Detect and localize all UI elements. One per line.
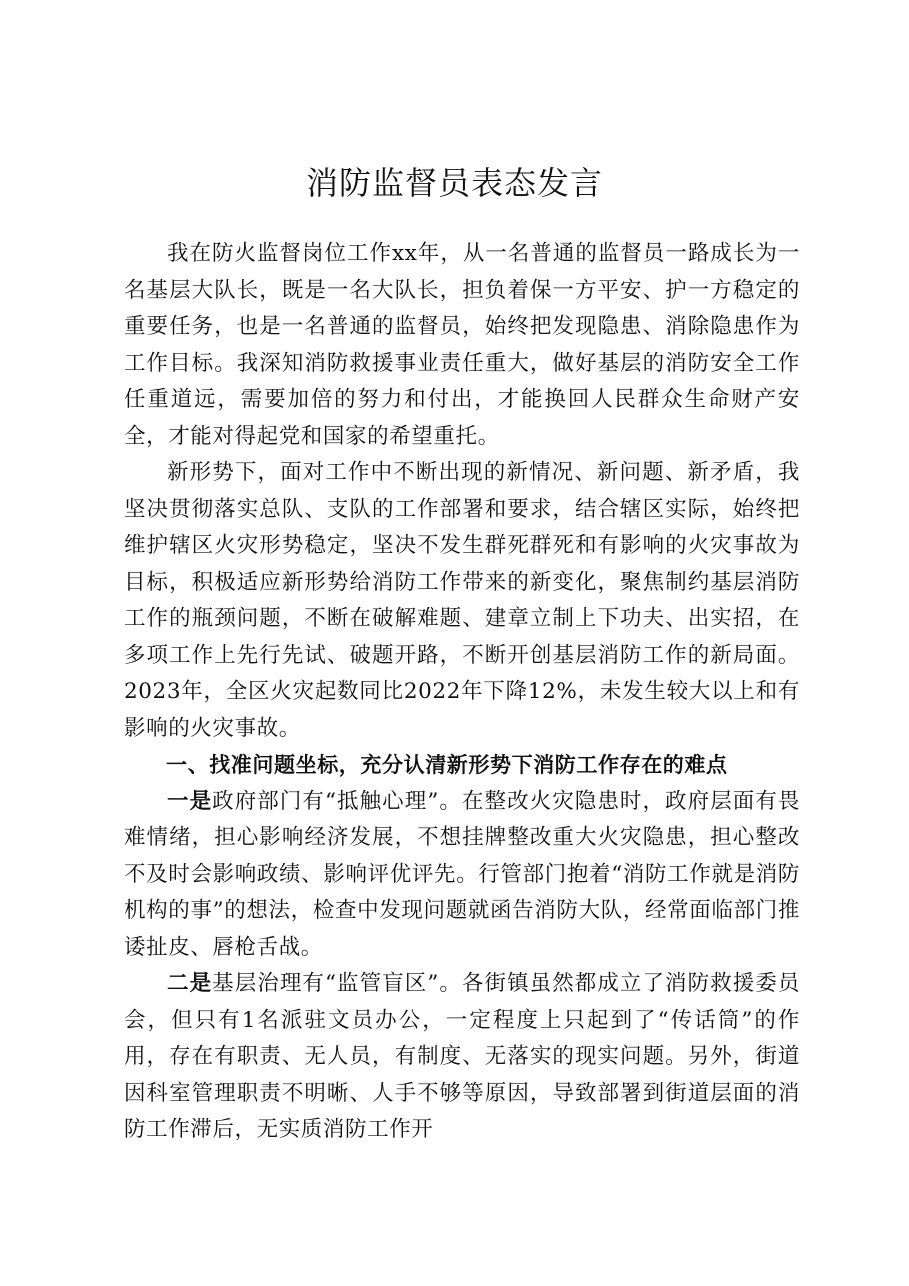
point-text-1: 政府部门有“抵触心理”。在整改火灾隐患时，政府层面有畏难情绪，担心影响经济发展，不想挂牌整改重大火灾隐患，担心整改不及时会影响政绩、影响评优评先。行管部门抱着“消防工作就是消防机构的事”的想法，检查中发现问题就函告消防大队，经常面临部门推诿扯皮、唇枪舌战。	[124, 788, 800, 960]
point-text-2: 基层治理有“监管盲区”。各街镇虽然都成立了消防救援委员会，但只有1名派驻文员办公，一定程度上只起到了“传话筒”的作用，存在有职责、无人员，有制度、无落实的现实问题。另外，街道因科室管理职责不明晰、人手不够等原因，导致部署到街道层面的消防工作滞后，无实质消防工作开	[124, 971, 800, 1142]
paragraph-intro: 我在防火监督岗位工作xx年，从一名普通的监督员一路成长为一名基层大队长，既是一名大队长，担负着保一方平安、护一方稳定的重要任务，也是一名普通的监督员，始终把发现隐患、消除隐患作为工作目标。我深知消防救援事业责任重大，做好基层的消防安全工作任重道远，需要加倍的努力和付出，才能换回人民群众生命财产安全，才能对得起党和国家的希望重托。	[124, 241, 800, 449]
paragraph-situation: 新形势下，面对工作中不断出现的新情况、新问题、新矛盾，我坚决贯彻落实总队、支队的工作部署和要求，结合辖区实际，始终把维护辖区火灾形势稳定，坚决不发生群死群死和有影响的火灾事故为目标，积极适应新形势给消防工作带来的新变化，聚焦制约基层消防工作的瓶颈问题，不断在破解难题、建章立制上下功夫、出实招，在多项工作上先行先试、破题开路，不断开创基层消防工作的新局面。2023年，全区火灾起数同比2022年下降12%，未发生较大以上和有影响的火灾事故。	[124, 460, 800, 741]
document-body	[124, 236, 800, 1149]
document-title: 消防监督员表态发言	[305, 164, 603, 202]
section-heading: 一、找准问题坐标，充分认清新形势下消防工作存在的难点	[166, 753, 728, 777]
point-lead-2: 二是	[167, 971, 213, 996]
point-paragraph-2	[124, 966, 800, 1149]
point-paragraph-1	[124, 784, 800, 967]
point-lead-1: 一是	[167, 788, 213, 814]
